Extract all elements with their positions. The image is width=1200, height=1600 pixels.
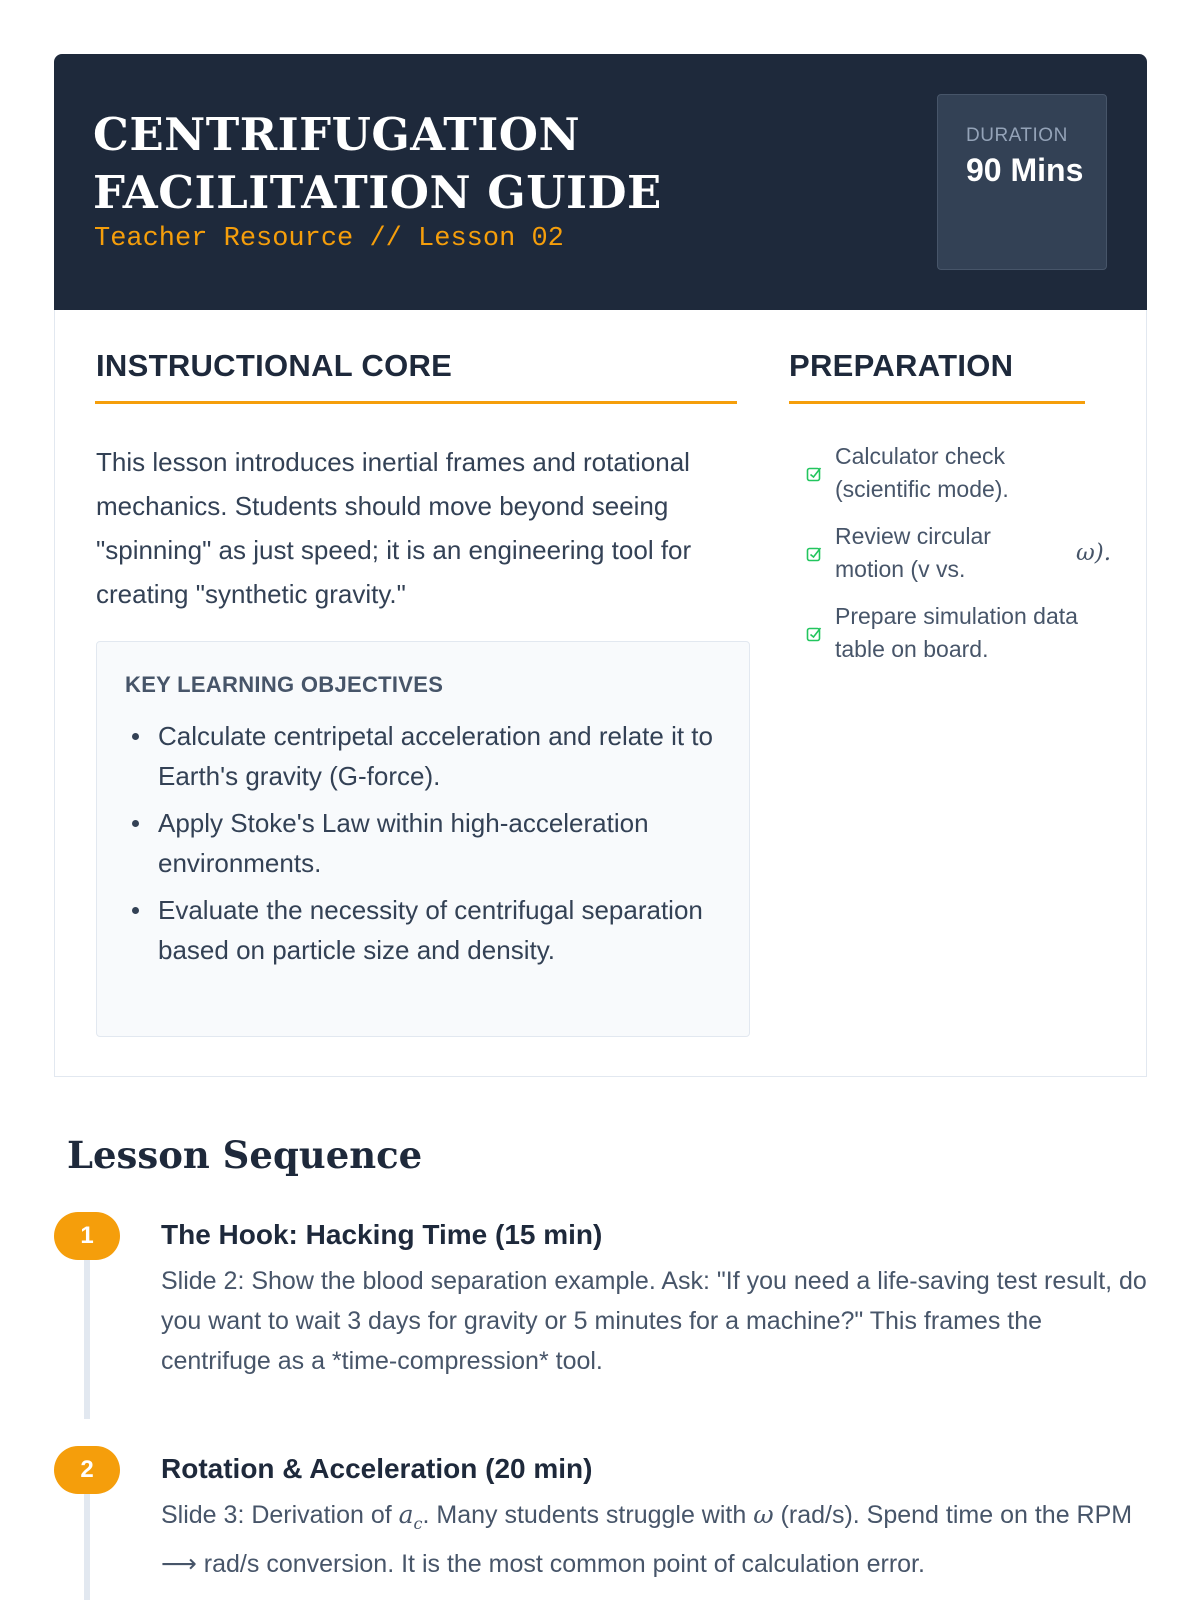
checkbox-icon: [806, 546, 822, 562]
step-number-badge: 1: [54, 1212, 120, 1260]
math-subscript: c: [413, 1514, 423, 1533]
duration-label: DURATION: [966, 125, 1068, 146]
objectives-list: [125, 716, 725, 977]
header-banner: [54, 54, 1147, 310]
math-a: a: [398, 1500, 414, 1529]
step-number-badge: 2: [54, 1446, 120, 1494]
bullet-icon: [132, 733, 139, 740]
preparation-rule: [789, 401, 1085, 404]
duration-card: [937, 94, 1107, 270]
omega-symbol: ω: [753, 1500, 774, 1529]
page-title: CENTRIFUGATION FACILITATION GUIDE: [93, 108, 662, 219]
objective-text: Apply Stoke's Law within high-acceleration environments.: [158, 808, 649, 878]
step-title: The Hook: Hacking Time (15 min): [161, 1219, 603, 1250]
preparation-text: Prepare simulation data table on board.: [835, 603, 1078, 662]
preparation-item: [804, 520, 1114, 588]
instruction-card: [54, 310, 1147, 1077]
step-body: Slide 2: Show the blood separation example. Ask: "If you need a life-saving test result, do you want to wait 3 days for gravity or 5 minutes for a machine?" This frames the centrifuge as a *time-compression* tool.: [161, 1267, 1147, 1375]
instructional-core-rule: [95, 401, 737, 404]
step-body: [161, 1495, 1151, 1584]
sequence-title: Lesson Sequence: [67, 1133, 423, 1177]
objective-text: Evaluate the necessity of centrifugal separation based on particle size and density.: [158, 895, 703, 965]
timeline-line: [84, 1236, 90, 1419]
step-body-text: (rad/s). Spend time on the RPM: [773, 1501, 1133, 1529]
step-title: Rotation & Acceleration (20 min): [161, 1453, 593, 1484]
preparation-item: [804, 600, 1114, 668]
checkbox-icon: [806, 626, 822, 642]
math-variable: [398, 1500, 423, 1533]
bullet-icon: [132, 907, 139, 914]
objective-item: [125, 890, 725, 970]
duration-value: 90 Mins: [966, 152, 1084, 188]
step-body-text: Slide 3: Derivation of: [161, 1501, 399, 1529]
preparation-list: [804, 440, 1114, 680]
step-body-text: . Many students struggle with: [422, 1501, 754, 1529]
objective-text: Calculate centripetal acceleration and relate it to Earth's gravity (G-force).: [158, 721, 713, 791]
preparation-text: Calculator check (scientific mode).: [835, 443, 1009, 502]
objectives-box: [96, 641, 750, 1037]
preparation-item: [804, 440, 1114, 508]
objectives-title: KEY LEARNING OBJECTIVES: [125, 672, 444, 697]
step-body-text: rad/s conversion. It is the most common point of calculation error.: [196, 1550, 925, 1578]
arrow-icon: ⟶: [161, 1550, 197, 1578]
preparation-text: Review circular motion (v vs.: [835, 523, 991, 582]
lesson-intro: This lesson introduces inertial frames and rotational mechanics. Students should move beyond seeing "spinning" as just speed; it is an engineering tool for creating "synthetic gravity.": [96, 447, 692, 609]
objective-item: [125, 803, 725, 883]
page-subtitle: Teacher Resource // Lesson 02: [94, 224, 564, 254]
bullet-icon: [132, 820, 139, 827]
omega-symbol: ω).: [1076, 540, 1112, 566]
checkbox-icon: [806, 466, 822, 482]
instructional-core-heading: INSTRUCTIONAL CORE: [96, 348, 453, 383]
preparation-heading: PREPARATION: [789, 348, 1014, 383]
objective-item: [125, 716, 725, 796]
